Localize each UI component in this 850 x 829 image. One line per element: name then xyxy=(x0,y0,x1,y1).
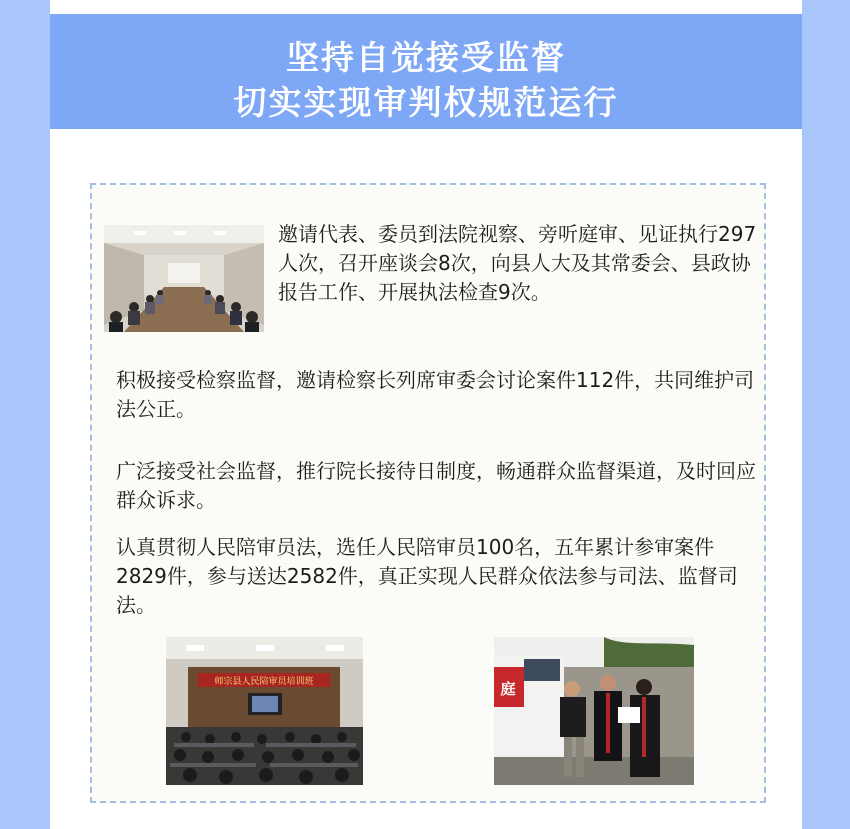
page xyxy=(50,0,802,829)
service-of-process-photo xyxy=(494,637,694,785)
symposium-photo-image xyxy=(104,225,264,332)
training-photo xyxy=(166,637,363,785)
symposium-photo xyxy=(104,225,264,332)
title-banner xyxy=(50,14,802,129)
training-photo-image xyxy=(166,637,363,785)
paragraph-people-assessors: 认真贯彻人民陪审员法，选任人民陪审员100名，五年累计参审案件2829件，参与送达2582件，真正实现人民群众依法参与司法、监督司法。 xyxy=(116,535,738,617)
content-card xyxy=(90,183,766,803)
van-sign-text: 庭 xyxy=(500,680,516,698)
training-banner-text: 师宗县人民陪审员培训班 xyxy=(214,677,314,687)
paragraph-procuratorate: 积极接受检察监督，邀请检察长列席审委会讨论案件112件，共同维护司法公正。 xyxy=(116,368,755,421)
paragraph-representatives: 邀请代表、委员到法院视察、旁听庭审、见证执行297人次，召开座谈会8次，向县人大及其常委会、县政协报告工作、开展执法检查9次。 xyxy=(278,222,757,304)
title-line-2: 切实实现审判权规范运行 xyxy=(233,83,619,122)
title-line-1: 坚持自觉接受监督 xyxy=(286,38,566,77)
paragraph-social-supervision: 广泛接受社会监督，推行院长接待日制度，畅通群众监督渠道，及时回应群众诉求。 xyxy=(116,459,756,512)
service-photo-image xyxy=(494,637,694,785)
